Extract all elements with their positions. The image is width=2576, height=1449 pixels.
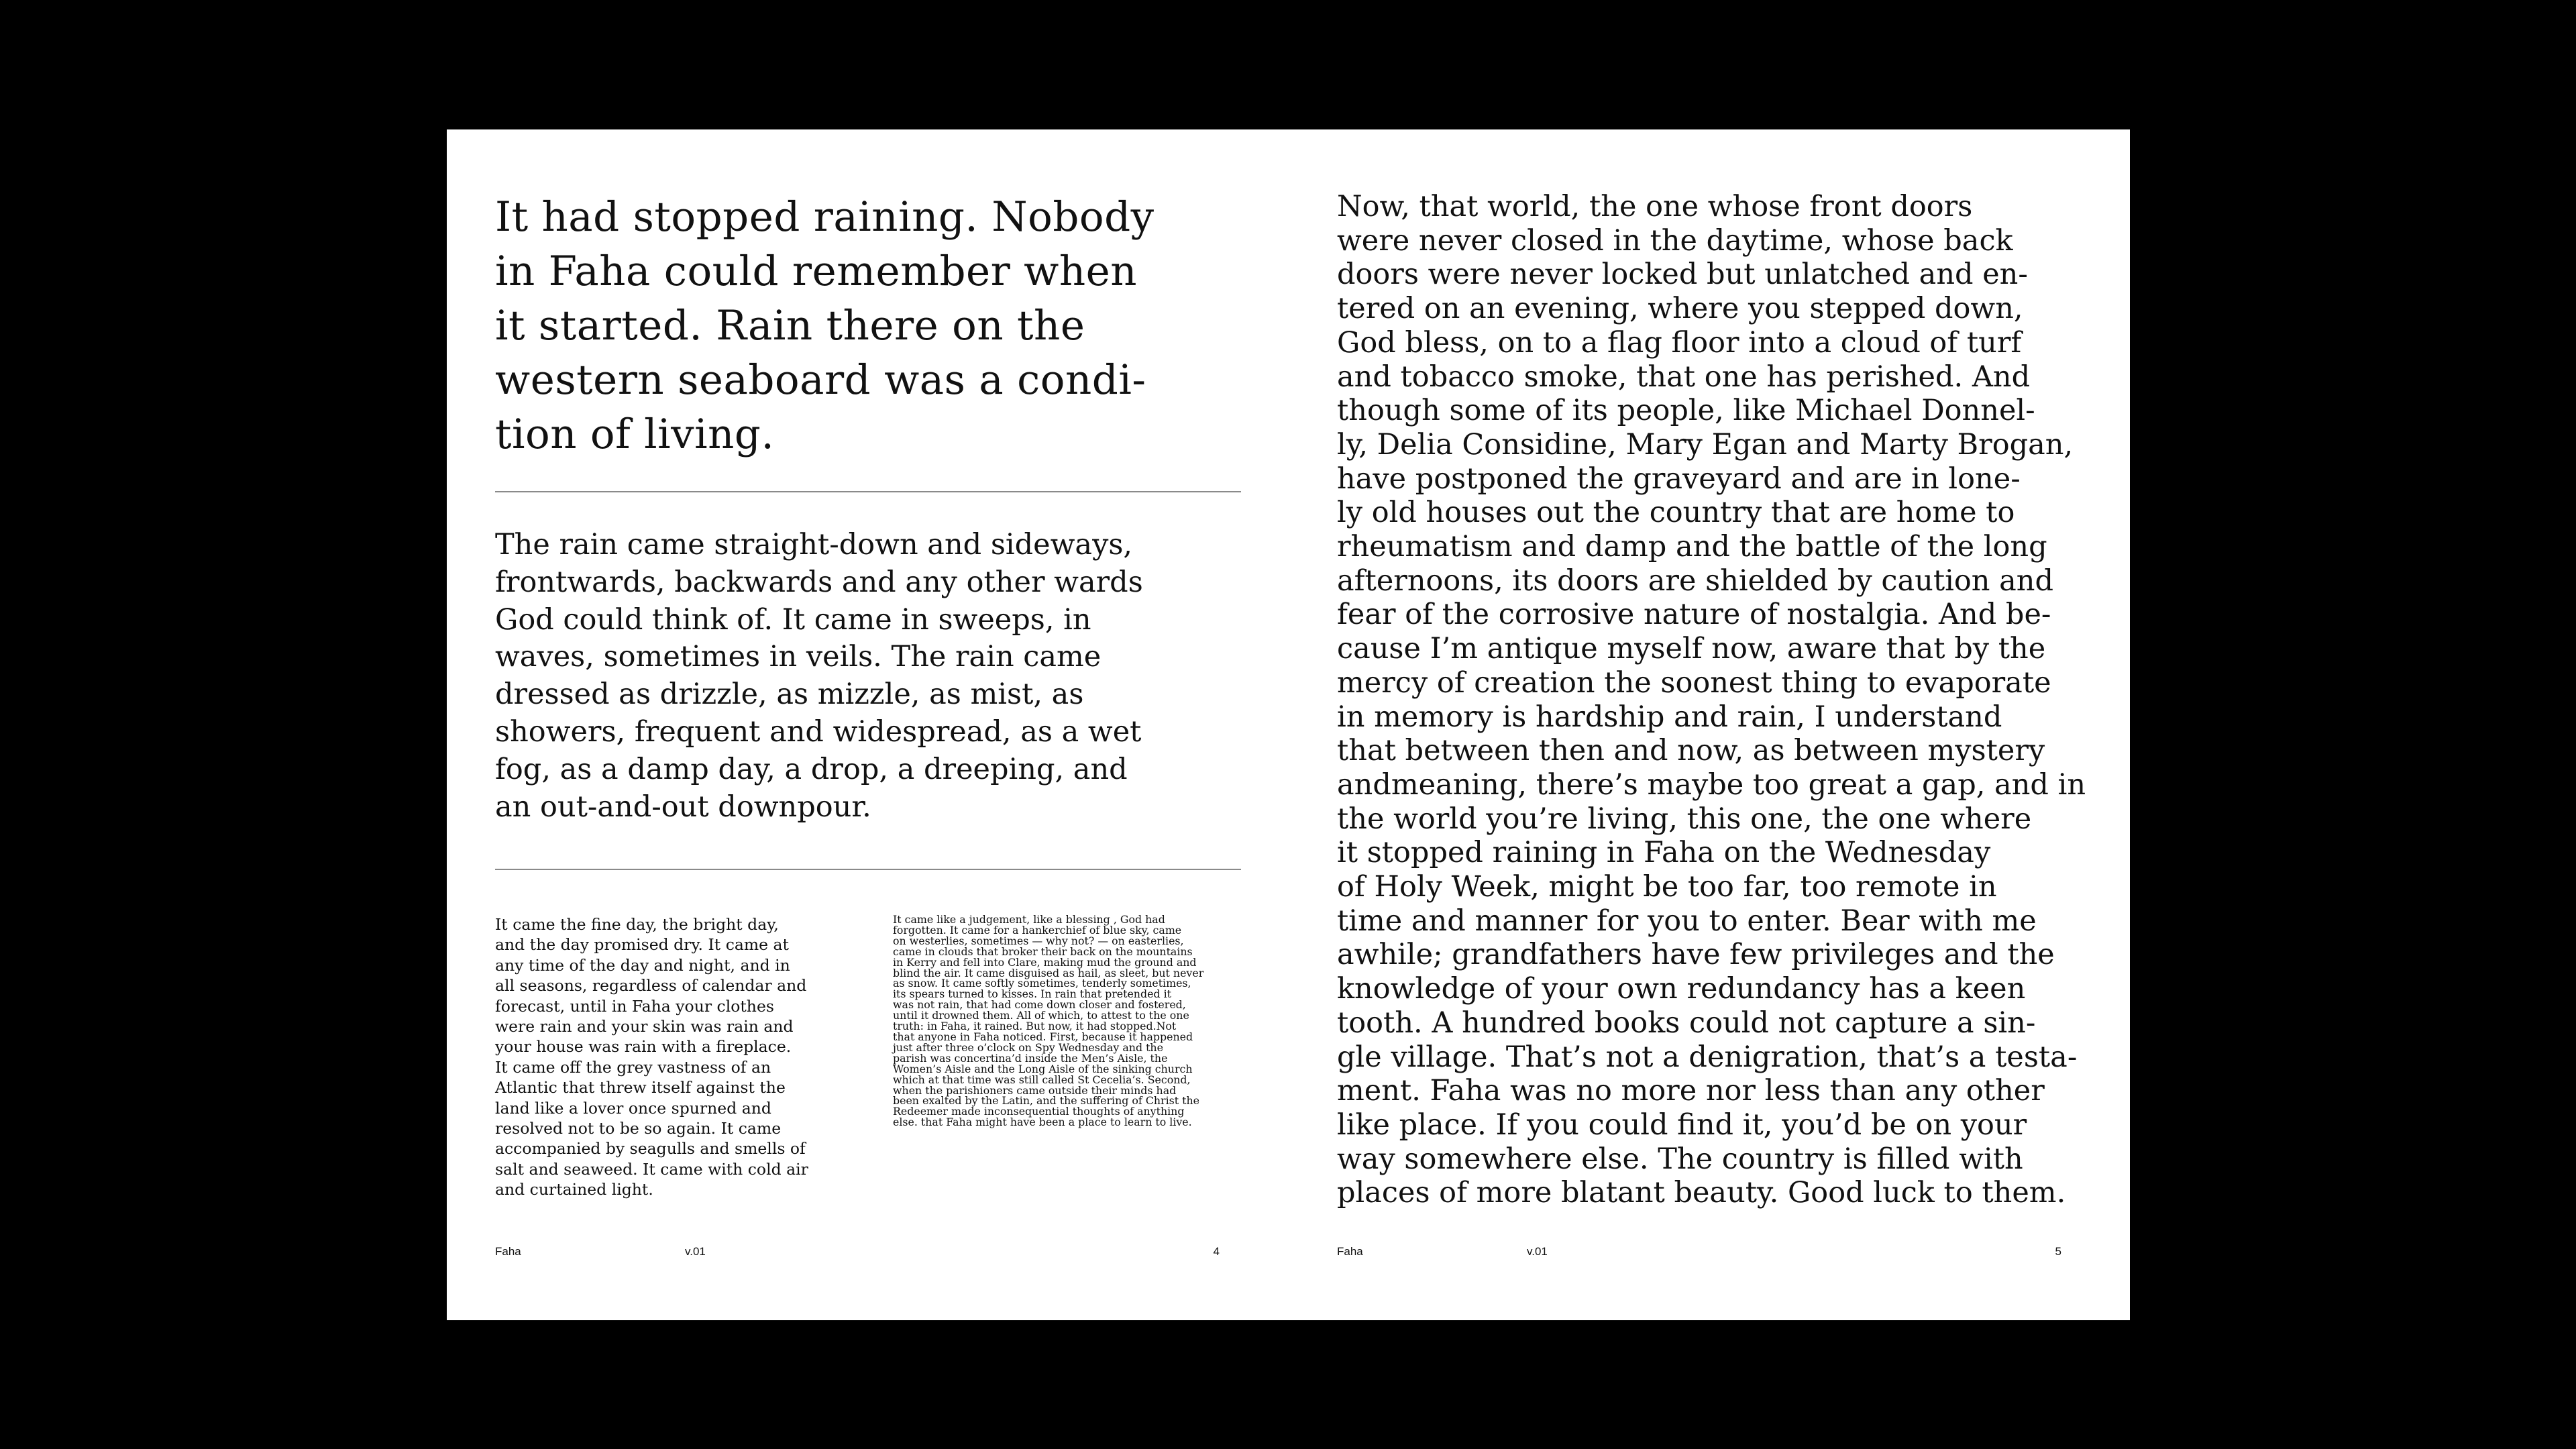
footer-title: Faha (495, 1245, 521, 1258)
footer-version: v.01 (685, 1245, 706, 1258)
right-body-text: Now, that world, the one whose front doors were never closed in the daytime, whose back doors were never locked but unlatched and en- tered on an evening, where you stepped down, God bless, on to a flag floor into a cloud of turf and tobacco smoke, that one has perished. And though some of its people, like Michael Donnel- ly, Delia Considine, Mary Egan and Marty Brogan, have postponed the graveyard and are in lone- ly old houses out the country that are home to rheumatism and damp and the battle of the long afternoons, its doors are shielded by caution and fear of the corrosive nature of nostalgia. And be- cause I’m antique myself now, aware that by the mercy of creation the soonest thing to evaporate in memory is hardship and rain, I understand that between then and now, as between mystery andmeaning, there’s maybe too great a gap, and in the world you’re living, this one, the one where it stopped raining in Faha on the Wednesday of Holy Week, might be too far, too remote in time and manner for you to enter. Bear with me awhile; grandfathers have few privileges and the knowledge of your own redundancy has a keen tooth. A hundred books could not capture a sin- gle village. That’s not a denigration, that’s a testa- ment. Faha was no more nor less than any other like place. If you could find it, you’d be on your way somewhere else. The country is filled with places of more blatant beauty. Good luck to them. (1337, 190, 2086, 1210)
column-right-text: It came like a judgement, like a blessing , God had forgotten. It came for a hankerchief of blue sky, came on westerlies, sometimes — why not? — on easterlies, came in clouds that broker their back on the mountains in Kerry and fell into Clare, making mud the ground and blind the air. It came disguised as hail, as sleet, but never as snow. It came softly sometimes, tenderly sometimes, its spears turned to kisses. In rain that pretended it was not rain, that had come down closer and fostered, until it drowned them. All of which, to attest to the one truth: in Faha, it rained. But now, it had stopped.Not that anyone in Faha noticed. First, because it happened just after three o’clock on Spy Wednesday and the parish was concertina’d inside the Men’s Aisle, the Women’s Aisle and the Long Aisle of the sinking church which at that time was still called St Cecelia’s. Second, when the parishioners came outside their minds had been exalted by the Latin, and the suffering of Christ the Redeemer made inconsequential thoughts of anything else. that Faha might have been a place to learn to live. (893, 913, 1204, 1129)
book-spread (447, 129, 2130, 1320)
page-number: 5 (2055, 1245, 2061, 1258)
divider-rule-bottom (495, 869, 1241, 870)
divider-rule-top (495, 491, 1241, 492)
right-page (1289, 129, 2130, 1320)
footer-title: Faha (1337, 1245, 1363, 1258)
body-paragraph: The rain came straight-down and sideways, frontwards, backwards and any other wards God could think of. It came in sweeps, in waves, sometimes in veils. The rain came dressed as drizzle, as mizzle, as mist, as showers, frequent and widespread, as a wet fog, as a damp day, a drop, a dreeping, and an out-and-out downpour. (495, 528, 1143, 824)
column-left-text: It came the fine day, the bright day, and the day promised dry. It came at any time of the day and night, and in all seasons, regardless of calendar and forecast, until in Faha your clothes were rain and your skin was rain and your house was rain with a fireplace. It came off the grey vastness of an Atlantic that threw itself against the land like a lover once spurned and resolved not to be so again. It came accompanied by seagulls and smells of salt and seaweed. It came with cold air and curtained light. (495, 915, 808, 1199)
footer-version: v.01 (1527, 1245, 1548, 1258)
left-page (447, 129, 1288, 1320)
lead-paragraph: It had stopped raining. Nobody in Faha could remember when it started. Rain there on the western seaboard was a condi- tion of living. (495, 193, 1155, 458)
page-number: 4 (1213, 1245, 1220, 1258)
